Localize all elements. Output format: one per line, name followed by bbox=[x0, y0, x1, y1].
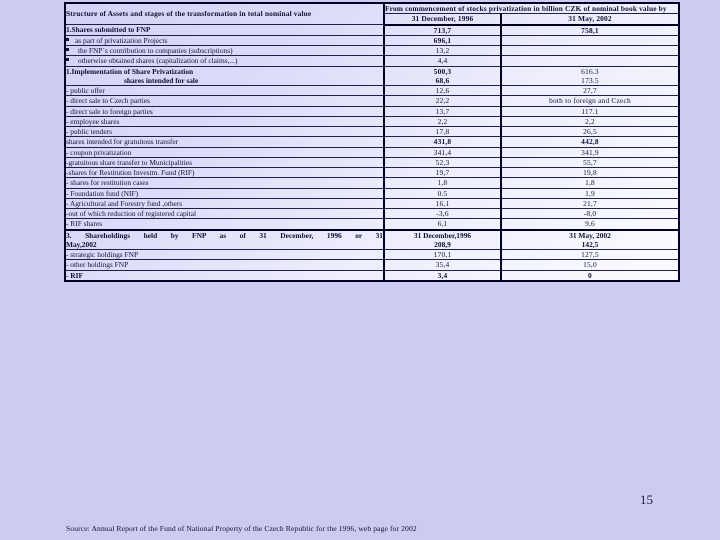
row-value-1996: 16,1 bbox=[384, 198, 501, 208]
header-label-column: Structure of Assets and stages of the transformation in total nominal value bbox=[65, 3, 384, 25]
section3-value-2002 bbox=[501, 230, 679, 250]
row-value-2002: both to foreign and Czech bbox=[501, 96, 679, 106]
table-row bbox=[65, 96, 679, 106]
row-label: - strategic holdings FNP bbox=[65, 250, 384, 260]
row-value-1996: 4,4 bbox=[384, 56, 501, 66]
section3-header-row bbox=[65, 230, 679, 250]
table-row bbox=[65, 168, 679, 178]
row-label: - Foundation fund (NIF) bbox=[65, 188, 384, 198]
row-label bbox=[65, 66, 384, 86]
row-label: - public offer bbox=[65, 86, 384, 96]
table-row bbox=[65, 157, 679, 167]
table-row bbox=[65, 188, 679, 198]
row-value-2002: -8,0 bbox=[501, 209, 679, 219]
square-bullet-icon bbox=[66, 58, 69, 61]
row-value-1996: -3,6 bbox=[384, 209, 501, 219]
section3-value-1996-amount: 208,9 bbox=[434, 239, 451, 249]
table-row bbox=[65, 66, 679, 86]
row-value-1996 bbox=[384, 66, 501, 86]
square-bullet-icon bbox=[66, 48, 69, 51]
row-value-2002: 15,0 bbox=[501, 260, 679, 270]
row-label: -out of which reduction of registered capital bbox=[65, 209, 384, 219]
row-label: -gratuitous share transfer to Municipalities bbox=[65, 157, 384, 167]
row-value-1996: 6,1 bbox=[384, 219, 501, 230]
section3-label-line2: May,2002 bbox=[66, 239, 97, 249]
row-value-1996: 12,6 bbox=[384, 86, 501, 96]
row-label-text: otherwise obtained shares (capitalization of claims,...) bbox=[78, 56, 238, 66]
row-value-2002: 117.1 bbox=[501, 106, 679, 116]
row-label-text: 1.Implementation of Share Privatization bbox=[66, 66, 194, 76]
page-number: 15 bbox=[640, 492, 653, 507]
row-value-1996: 696,1 bbox=[384, 35, 501, 45]
section3-value-1996 bbox=[384, 230, 501, 250]
row-value-1996: 1,8 bbox=[384, 178, 501, 188]
section3-value-2002-date: 31 May, 2002 bbox=[569, 230, 611, 240]
row-label: - employee shares bbox=[65, 116, 384, 126]
row-value-2002: 9,6 bbox=[501, 219, 679, 230]
row-value-2002 bbox=[501, 35, 679, 45]
table-row bbox=[65, 116, 679, 126]
row-value-2002: 0 bbox=[501, 270, 679, 281]
assets-table-container bbox=[64, 2, 678, 282]
row-label: - public tenders bbox=[65, 127, 384, 137]
section3-label bbox=[65, 230, 384, 250]
section3-label-line1: 3. Shareholdings held by FNP as of 31 December, 1996 or 31 bbox=[66, 230, 383, 240]
table-row bbox=[65, 127, 679, 137]
row-label bbox=[65, 35, 384, 45]
row-value-2002: 758,1 bbox=[501, 25, 679, 36]
table-row bbox=[65, 46, 679, 56]
row-label bbox=[65, 56, 384, 66]
row-value-1996: 3,4 bbox=[384, 270, 501, 281]
row-value-1996: 22,2 bbox=[384, 96, 501, 106]
table-row bbox=[65, 260, 679, 270]
row-value-2002: 19,8 bbox=[501, 168, 679, 178]
table-header-row-titles bbox=[65, 3, 679, 14]
row-value-2002: 127,5 bbox=[501, 250, 679, 260]
table-row bbox=[65, 219, 679, 230]
row-value-2002: 27,7 bbox=[501, 86, 679, 96]
table-row bbox=[65, 35, 679, 45]
header-value-group: From commencement of stocks privatization in billion CZK of nominal book value by bbox=[384, 3, 679, 14]
row-value-2002: 1,8 bbox=[501, 178, 679, 188]
row-label bbox=[65, 46, 384, 56]
row-value-2002 bbox=[501, 66, 679, 86]
assets-transformation-table bbox=[64, 2, 680, 282]
row-value-1996: 2,2 bbox=[384, 116, 501, 126]
row-label: -shares for Restitution Investm. Fund (RIF) bbox=[65, 168, 384, 178]
row-value-2002: 26,5 bbox=[501, 127, 679, 137]
row-label: - direct sale to foreign parties bbox=[65, 106, 384, 116]
table-row bbox=[65, 209, 679, 219]
row-value-2002: 2,2 bbox=[501, 116, 679, 126]
square-bullet-icon bbox=[66, 38, 69, 41]
row-value-2002: 21,7 bbox=[501, 198, 679, 208]
row-value-1996: 52,3 bbox=[384, 157, 501, 167]
table-row bbox=[65, 250, 679, 260]
table-row bbox=[65, 147, 679, 157]
row-label-text: as part of privatization Projects bbox=[75, 35, 168, 45]
row-value-2002: 341,9 bbox=[501, 147, 679, 157]
row-value-2002-line2: 173.5 bbox=[581, 75, 599, 85]
row-value-2002: 442,8 bbox=[501, 137, 679, 147]
row-label: - coupon privatization bbox=[65, 147, 384, 157]
table-row bbox=[65, 270, 679, 281]
table-row bbox=[65, 137, 679, 147]
row-value-1996-line1: 500,3 bbox=[433, 66, 452, 76]
row-value-1996: 17,8 bbox=[384, 127, 501, 137]
row-value-1996: 35,4 bbox=[384, 260, 501, 270]
row-value-2002: 1,9 bbox=[501, 188, 679, 198]
row-label-subtext: shares intended for sale bbox=[124, 75, 199, 85]
table-row bbox=[65, 198, 679, 208]
section3-value-1996-date: 31 December,1996 bbox=[413, 230, 472, 240]
row-label: 1.Shares submitted to FNP bbox=[65, 25, 384, 36]
row-label: - Agricultural and Forestry fund ,others bbox=[65, 198, 384, 208]
row-label: - shares for restitution cases bbox=[65, 178, 384, 188]
row-value-1996: 170,1 bbox=[384, 250, 501, 260]
row-value-1996: 0.5 bbox=[384, 188, 501, 198]
row-label: - RIF bbox=[65, 270, 384, 281]
row-value-1996: 13,7 bbox=[384, 106, 501, 116]
table-row bbox=[65, 86, 679, 96]
row-label: - other holdings FNP bbox=[65, 260, 384, 270]
table-row bbox=[65, 178, 679, 188]
row-label: shares intended for gratuitous transfer bbox=[65, 137, 384, 147]
table-row bbox=[65, 106, 679, 116]
row-value-1996: 431,8 bbox=[384, 137, 501, 147]
row-value-2002: 55,7 bbox=[501, 157, 679, 167]
row-value-1996-line2: 68,6 bbox=[435, 75, 450, 85]
table-row bbox=[65, 25, 679, 36]
row-value-2002 bbox=[501, 56, 679, 66]
row-value-1996: 13,2 bbox=[384, 46, 501, 56]
row-value-2002 bbox=[501, 46, 679, 56]
header-date-2002: 31 May, 2002 bbox=[501, 14, 679, 25]
section3-value-2002-amount: 142,5 bbox=[581, 239, 599, 249]
table-row bbox=[65, 56, 679, 66]
row-value-2002-line1: 616.3 bbox=[581, 66, 599, 76]
source-note: Source: Annual Report of the Fund of National Property of the Czech Republic for the 1996, web page for 2002 bbox=[66, 524, 417, 533]
row-label: - RIF shares bbox=[65, 219, 384, 230]
row-value-1996: 19,7 bbox=[384, 168, 501, 178]
row-label-text: the FNP´s contribution to companies (subscriptions) bbox=[78, 46, 233, 55]
row-label: - direct sale to Czech parties bbox=[65, 96, 384, 106]
header-date-1996: 31 December, 1996 bbox=[384, 14, 501, 25]
row-value-1996: 341,4 bbox=[384, 147, 501, 157]
row-value-1996: 713,7 bbox=[384, 25, 501, 36]
